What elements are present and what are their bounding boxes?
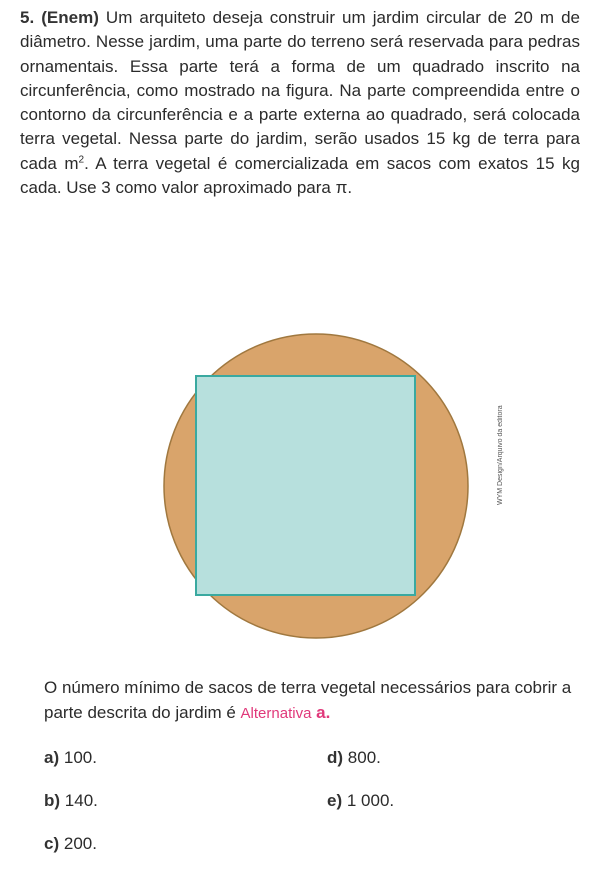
inscribed-square [196, 376, 415, 595]
answer-note: Alternativa [240, 704, 312, 722]
option-d-value: 800. [347, 748, 381, 767]
option-b-letter: b) [44, 791, 61, 810]
option-a-letter: a) [44, 748, 60, 767]
question-source: (Enem) [41, 8, 99, 27]
question-body-part1: Um arquiteto deseja construir um jardim circular de 20 m de diâmetro. Nesse jardim, uma parte do terreno será reservada para pedras ornamentais. Essa parte terá a forma de um quadrado inscrito na circunferência, como mostrado na figura. Na parte compreendida entre o contorno da circunferência e a parte externa ao quadrado, será colocada terra vegetal. Nessa parte do jardim, serão usados 15 kg de terra para cada m [20, 8, 580, 173]
option-c-value: 200. [63, 834, 97, 853]
option-d[interactable] [327, 747, 381, 769]
option-e[interactable] [327, 790, 394, 812]
square-meter-superscript: 2 [78, 154, 85, 166]
question-text [20, 6, 580, 200]
option-c[interactable] [44, 833, 97, 855]
option-b[interactable] [44, 790, 98, 812]
option-b-value: 140. [64, 791, 98, 810]
question-body-part2: . A terra vegetal é comercializada em sacos com exatos 15 kg cada. Use 3 como valor aproximado para π. [20, 153, 581, 198]
option-c-letter: c) [44, 834, 60, 853]
question-number: 5. [20, 8, 35, 27]
garden-figure [160, 308, 470, 658]
option-d-letter: d) [327, 748, 344, 767]
answer-letter: a. [316, 702, 331, 722]
option-e-value: 1 000. [346, 791, 395, 810]
option-a[interactable] [44, 747, 97, 769]
prompt-text: O número mínimo de sacos de terra vegetal necessários para cobrir a parte descrita do jardim é [44, 678, 572, 722]
option-e-letter: e) [327, 791, 343, 810]
image-credit: WYM Design/Arquivo da editora [497, 405, 504, 505]
answer-prompt [44, 676, 594, 726]
option-a-value: 100. [63, 748, 97, 767]
